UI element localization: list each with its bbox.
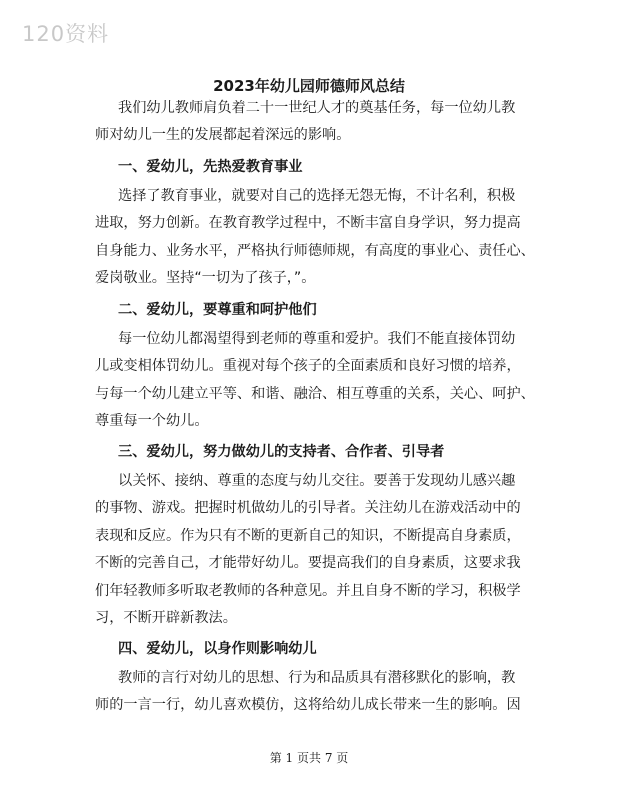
paragraph-line: 师对幼儿一生的发展都起着深远的影响。 bbox=[95, 127, 351, 143]
watermark-logo: 120资料 bbox=[22, 22, 110, 46]
section-heading-1: 一、爱幼儿，先热爱教育事业 bbox=[118, 159, 303, 175]
paragraph-line: 每一位幼儿都渴望得到老师的尊重和爱护。我们不能直接体罚幼 bbox=[118, 331, 516, 347]
paragraph-line: 儿或变相体罚幼儿。重视对每个孩子的全面素质和良好习惯的培养， bbox=[95, 358, 521, 374]
page-footer: 第 1 页共 7 页 bbox=[269, 751, 349, 765]
paragraph-line: 习，不断开辟新教法。 bbox=[95, 610, 237, 626]
paragraph-line: 自身能力、业务水平，严格执行师德师规，有高度的事业心、责任心、 bbox=[95, 243, 535, 259]
section-heading-4: 四、爱幼儿，以身作则影响幼儿 bbox=[118, 641, 317, 657]
paragraph-line: 师的一言一行，幼儿喜欢模仿，这将给幼儿成长带来一生的影响。因 bbox=[95, 697, 521, 713]
paragraph-line: 不断的完善自己，才能带好幼儿。要提高我们的自身素质，这要求我 bbox=[95, 555, 521, 571]
paragraph-line: 与每一个幼儿建立平等、和谐、融洽、相互尊重的关系，关心、呵护、 bbox=[95, 386, 535, 402]
paragraph-line: 教师的言行对幼儿的思想、行为和品质具有潜移默化的影响，教 bbox=[118, 670, 516, 686]
paragraph-line: 的事物、游戏。把握时机做幼儿的引导者。关注幼儿在游戏活动中的 bbox=[95, 500, 521, 516]
paragraph-line: 尊重每一个幼儿。 bbox=[95, 413, 209, 429]
paragraph-line: 们年轻教师多听取老教师的各种意见。并且自身不断的学习，积极学 bbox=[95, 583, 521, 599]
section-heading-3: 三、爱幼儿，努力做幼儿的支持者、合作者、引导者 bbox=[118, 444, 445, 460]
document-title: 2023年幼儿园师德师风总结 bbox=[213, 77, 405, 95]
paragraph-line: 进取，努力创新。在教育教学过程中，不断丰富自身学识，努力提高 bbox=[95, 215, 521, 231]
paragraph-line: 以关怀、接纳、尊重的态度与幼儿交往。要善于发现幼儿感兴趣 bbox=[118, 473, 516, 489]
section-heading-2: 二、爱幼儿，要尊重和呵护他们 bbox=[118, 302, 317, 318]
paragraph-line: 我们幼儿教师肩负着二十一世纪人才的奠基任务，每一位幼儿教 bbox=[118, 100, 516, 116]
paragraph-line: 表现和反应。作为只有不断的更新自己的知识，不断提高自身素质， bbox=[95, 528, 521, 544]
paragraph-line: 爱岗敬业。坚持“一切为了孩子，”。 bbox=[95, 270, 316, 286]
paragraph-line: 选择了教育事业，就要对自己的选择无怨无悔，不计名利，积极 bbox=[118, 188, 516, 204]
